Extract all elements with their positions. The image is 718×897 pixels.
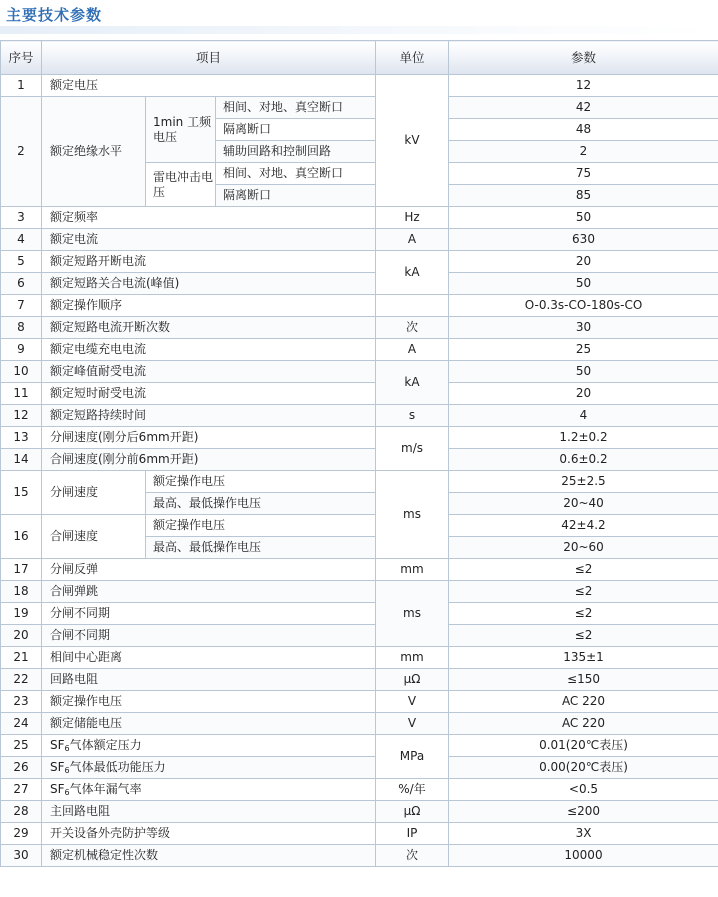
row-subitem: 辅助回路和控制回路 [216,141,376,163]
table-row [1,75,718,97]
table-row [1,207,718,229]
row-number: 4 [1,229,42,251]
row-value: 30 [449,317,718,339]
row-number: 26 [1,757,42,779]
item-suffix: 气体最低功能压力 [69,760,166,774]
row-item: 开关设备外壳防护等级 [42,823,376,845]
table-row [1,361,718,383]
row-subitem: 相间、对地、真空断口 [216,163,376,185]
row-item: 主回路电阻 [42,801,376,823]
row-value: 20~40 [449,493,718,515]
table-row [1,823,718,845]
row-value: ≤150 [449,669,718,691]
row-item: 额定操作电压 [42,691,376,713]
row-value: 0.00(20℃表压) [449,757,718,779]
row-number: 3 [1,207,42,229]
row-value: 20 [449,251,718,273]
row-unit: ms [376,581,449,647]
row-value: 630 [449,229,718,251]
row-item [42,779,376,801]
row-value: 48 [449,119,718,141]
row-value: 85 [449,185,718,207]
row-number: 11 [1,383,42,405]
row-value: 42 [449,97,718,119]
row-number: 15 [1,471,42,515]
table-row [1,581,718,603]
header-no: 序号 [1,41,42,75]
spec-table [0,40,718,867]
row-subgroup: 1min 工频电压 [146,97,216,163]
row-subitem: 额定操作电压 [146,471,376,493]
row-item: 分闸不同期 [42,603,376,625]
table-row [1,339,718,361]
row-item: 额定短路持续时间 [42,405,376,427]
row-item: 额定短时耐受电流 [42,383,376,405]
row-unit: V [376,713,449,735]
row-item: 额定储能电压 [42,713,376,735]
table-row [1,515,718,537]
row-unit: m/s [376,427,449,471]
row-subitem: 隔离断口 [216,185,376,207]
row-item: 额定电缆充电电流 [42,339,376,361]
item-subscript: 6 [64,766,70,775]
row-unit: kV [376,75,449,207]
row-unit: μΩ [376,669,449,691]
row-value: 10000 [449,845,718,867]
row-value: ≤2 [449,581,718,603]
row-item: 额定峰值耐受电流 [42,361,376,383]
row-number: 13 [1,427,42,449]
row-value: ≤200 [449,801,718,823]
row-item: 额定短路电流开断次数 [42,317,376,339]
row-item [42,757,376,779]
table-row [1,559,718,581]
row-item: 分闸速度 [42,471,146,515]
table-row [1,97,718,119]
table-row [1,251,718,273]
table-row [1,383,718,405]
row-value: 75 [449,163,718,185]
row-unit: s [376,405,449,427]
row-item: 额定短路开断电流 [42,251,376,273]
table-row [1,405,718,427]
row-value: AC 220 [449,713,718,735]
row-value: ≤2 [449,559,718,581]
row-number: 19 [1,603,42,625]
row-number: 6 [1,273,42,295]
row-unit: 次 [376,317,449,339]
table-row [1,691,718,713]
item-prefix: SF [50,738,65,752]
row-item: 回路电阻 [42,669,376,691]
row-value: 50 [449,273,718,295]
item-subscript: 6 [64,788,70,797]
row-unit: ms [376,471,449,559]
row-value: 20~60 [449,537,718,559]
table-row [1,273,718,295]
row-value: 50 [449,361,718,383]
row-subitem: 隔离断口 [216,119,376,141]
table-row [1,647,718,669]
row-unit: %/年 [376,779,449,801]
row-subitem: 最高、最低操作电压 [146,493,376,515]
row-unit: kA [376,251,449,295]
row-number: 14 [1,449,42,471]
row-value: 0.6±0.2 [449,449,718,471]
row-number: 24 [1,713,42,735]
row-number: 23 [1,691,42,713]
table-row [1,295,718,317]
item-prefix: SF [50,782,65,796]
title-underline [0,26,718,34]
row-unit: 次 [376,845,449,867]
row-value: 2 [449,141,718,163]
item-suffix: 气体额定压力 [69,738,142,752]
row-number: 21 [1,647,42,669]
row-unit: mm [376,559,449,581]
row-value: 42±4.2 [449,515,718,537]
row-item: 额定频率 [42,207,376,229]
row-item: 相间中心距离 [42,647,376,669]
item-subscript: 6 [64,744,70,753]
row-number: 12 [1,405,42,427]
row-item [42,735,376,757]
row-number: 18 [1,581,42,603]
row-subitem: 相间、对地、真空断口 [216,97,376,119]
row-item: 额定操作顺序 [42,295,376,317]
table-row [1,779,718,801]
table-row [1,229,718,251]
row-number: 7 [1,295,42,317]
header-unit: 单位 [376,41,449,75]
row-unit: V [376,691,449,713]
row-unit: A [376,229,449,251]
table-row [1,603,718,625]
row-subgroup: 雷电冲击电压 [146,163,216,207]
row-value: 50 [449,207,718,229]
table-row [1,471,718,493]
row-unit: Hz [376,207,449,229]
row-number: 16 [1,515,42,559]
row-value: 1.2±0.2 [449,427,718,449]
row-value: ≤2 [449,603,718,625]
row-unit: mm [376,647,449,669]
row-value: 135±1 [449,647,718,669]
row-item: 合闸速度(刚分前6mm开距) [42,449,376,471]
row-item: 分闸反弹 [42,559,376,581]
row-number: 8 [1,317,42,339]
page-title: 主要技术参数 [6,6,103,24]
row-number: 9 [1,339,42,361]
row-item: 合闸不同期 [42,625,376,647]
row-number: 22 [1,669,42,691]
row-item: 额定电流 [42,229,376,251]
title-bar [0,0,718,30]
row-number: 20 [1,625,42,647]
row-item: 额定电压 [42,75,376,97]
table-row [1,757,718,779]
row-value: 20 [449,383,718,405]
table-row [1,427,718,449]
row-number: 29 [1,823,42,845]
row-number: 5 [1,251,42,273]
table-row [1,801,718,823]
row-number: 17 [1,559,42,581]
row-value: O-0.3s-CO-180s-CO [449,295,718,317]
table-row [1,449,718,471]
table-row [1,735,718,757]
row-unit: μΩ [376,801,449,823]
table-row [1,713,718,735]
row-number: 25 [1,735,42,757]
row-item: 额定机械稳定性次数 [42,845,376,867]
row-number: 10 [1,361,42,383]
row-number: 27 [1,779,42,801]
row-value: 12 [449,75,718,97]
row-number: 28 [1,801,42,823]
row-value: <0.5 [449,779,718,801]
header-value: 参数 [449,41,718,75]
row-item: 分闸速度(刚分后6mm开距) [42,427,376,449]
row-item: 合闸弹跳 [42,581,376,603]
row-value: AC 220 [449,691,718,713]
item-prefix: SF [50,760,65,774]
header-item: 项目 [42,41,376,75]
row-unit: A [376,339,449,361]
row-value: 25±2.5 [449,471,718,493]
row-number: 30 [1,845,42,867]
row-unit: kA [376,361,449,405]
table-header-row [1,41,718,75]
row-item: 额定短路关合电流(峰值) [42,273,376,295]
row-unit: IP [376,823,449,845]
table-row [1,625,718,647]
row-item: 合闸速度 [42,515,146,559]
row-number: 2 [1,97,42,207]
row-value: ≤2 [449,625,718,647]
table-row [1,669,718,691]
row-value: 0.01(20℃表压) [449,735,718,757]
row-value: 3X [449,823,718,845]
row-value: 25 [449,339,718,361]
row-item: 额定绝缘水平 [42,97,146,207]
row-subitem: 最高、最低操作电压 [146,537,376,559]
item-suffix: 气体年漏气率 [69,782,142,796]
row-value: 4 [449,405,718,427]
row-number: 1 [1,75,42,97]
row-unit: MPa [376,735,449,779]
table-row [1,317,718,339]
table-row [1,845,718,867]
row-unit [376,295,449,317]
row-subitem: 额定操作电压 [146,515,376,537]
